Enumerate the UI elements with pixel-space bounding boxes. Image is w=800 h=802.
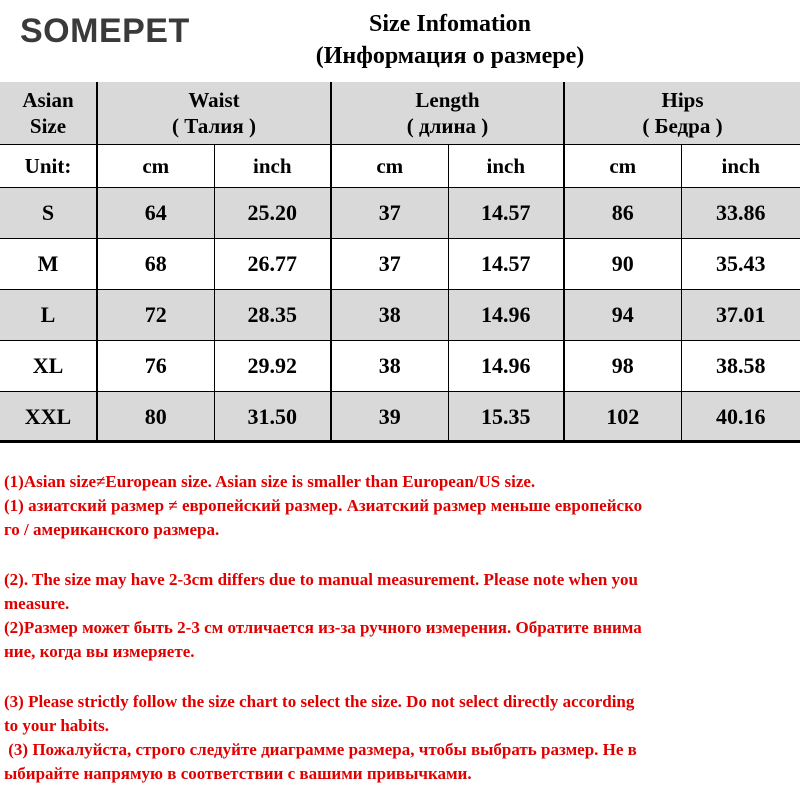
table-cell: 28.35 bbox=[214, 290, 331, 341]
table-header-row bbox=[0, 82, 800, 145]
note-3-ru: (3) Пожалуйста, строго следуйте диаграмме размера, чтобы выбрать размер. Не в bbox=[4, 740, 637, 759]
header-length bbox=[331, 82, 564, 145]
unit-cell: inch bbox=[214, 145, 331, 188]
table-cell: 35.43 bbox=[681, 239, 800, 290]
header-hips bbox=[564, 82, 800, 145]
table-cell: 25.20 bbox=[214, 188, 331, 239]
table-cell: 14.96 bbox=[448, 290, 564, 341]
note-2-en-cont: measure. bbox=[4, 594, 70, 613]
table-cell: 33.86 bbox=[681, 188, 800, 239]
brand-logo: SOMEPET bbox=[20, 12, 190, 50]
size-table bbox=[0, 82, 800, 443]
table-cell: 80 bbox=[97, 392, 214, 443]
table-row bbox=[0, 341, 800, 392]
table-row bbox=[0, 392, 800, 443]
table-cell: 38.58 bbox=[681, 341, 800, 392]
note-2-ru-cont: ние, когда вы измеряете. bbox=[4, 642, 195, 661]
table-cell: 15.35 bbox=[448, 392, 564, 443]
notes-section bbox=[0, 440, 800, 802]
size-label: S bbox=[0, 188, 97, 239]
table-row bbox=[0, 188, 800, 239]
table-row bbox=[0, 290, 800, 341]
table-cell: 38 bbox=[331, 341, 448, 392]
table-cell: 98 bbox=[564, 341, 681, 392]
table-cell: 37.01 bbox=[681, 290, 800, 341]
table-cell: 14.57 bbox=[448, 188, 564, 239]
table-cell: 86 bbox=[564, 188, 681, 239]
unit-cell: cm bbox=[564, 145, 681, 188]
header-hips-line1: Hips bbox=[661, 88, 704, 112]
table-cell: 64 bbox=[97, 188, 214, 239]
title-russian: (Информация о размере) bbox=[315, 43, 585, 69]
header-waist bbox=[97, 82, 331, 145]
table-cell: 38 bbox=[331, 290, 448, 341]
note-1-ru: (1) азиатский размер ≠ европейский размер. Азиатский размер меньше европейско bbox=[4, 496, 643, 515]
header bbox=[0, 0, 800, 84]
table-cell: 14.96 bbox=[448, 341, 564, 392]
table-cell: 31.50 bbox=[214, 392, 331, 443]
title-english: Size Infomation bbox=[369, 11, 531, 37]
table-cell: 29.92 bbox=[214, 341, 331, 392]
table-cell: 40.16 bbox=[681, 392, 800, 443]
table-cell: 39 bbox=[331, 392, 448, 443]
header-hips-line2: ( Бедра ) bbox=[642, 114, 723, 138]
table-cell: 37 bbox=[331, 188, 448, 239]
units-row bbox=[0, 145, 800, 188]
unit-cell: inch bbox=[681, 145, 800, 188]
table-cell: 37 bbox=[331, 239, 448, 290]
header-waist-line2: ( Талия ) bbox=[172, 114, 256, 138]
table-cell: 94 bbox=[564, 290, 681, 341]
unit-cell: cm bbox=[331, 145, 448, 188]
header-length-line1: Length bbox=[415, 88, 480, 112]
table-cell: 90 bbox=[564, 239, 681, 290]
size-label: L bbox=[0, 290, 97, 341]
note-3-en-cont: to your habits. bbox=[4, 716, 110, 735]
unit-cell: cm bbox=[97, 145, 214, 188]
note-3-en: (3) Please strictly follow the size chart to select the size. Do not select directly according bbox=[4, 692, 635, 711]
note-2-ru: (2)Размер может быть 2-3 см отличается из-за ручного измерения. Обратите внима bbox=[4, 618, 642, 637]
table-cell: 14.57 bbox=[448, 239, 564, 290]
table-cell: 26.77 bbox=[214, 239, 331, 290]
table-cell: 72 bbox=[97, 290, 214, 341]
table-cell: 102 bbox=[564, 392, 681, 443]
header-size bbox=[0, 82, 97, 145]
header-size-line2: Size bbox=[29, 114, 67, 138]
note-1-ru-cont: го / американского размера. bbox=[4, 520, 220, 539]
note-3-ru-cont: ыбирайте напрямую в соответствии с вашими привычками. bbox=[4, 764, 472, 783]
note-1-en: (1)Asian size≠European size. Asian size is smaller than European/US size. bbox=[4, 472, 536, 491]
header-waist-line1: Waist bbox=[188, 88, 240, 112]
unit-cell: inch bbox=[448, 145, 564, 188]
table-row bbox=[0, 239, 800, 290]
page-title bbox=[200, 8, 700, 72]
header-length-line2: ( длина ) bbox=[406, 114, 489, 138]
size-label: XXL bbox=[0, 392, 97, 443]
table-cell: 68 bbox=[97, 239, 214, 290]
note-2-en: (2). The size may have 2-3cm differs due to manual measurement. Please note when you bbox=[4, 570, 638, 589]
units-label: Unit: bbox=[0, 145, 97, 188]
table-cell: 76 bbox=[97, 341, 214, 392]
header-size-line1: Asian bbox=[22, 88, 74, 112]
size-label: M bbox=[0, 239, 97, 290]
size-label: XL bbox=[0, 341, 97, 392]
